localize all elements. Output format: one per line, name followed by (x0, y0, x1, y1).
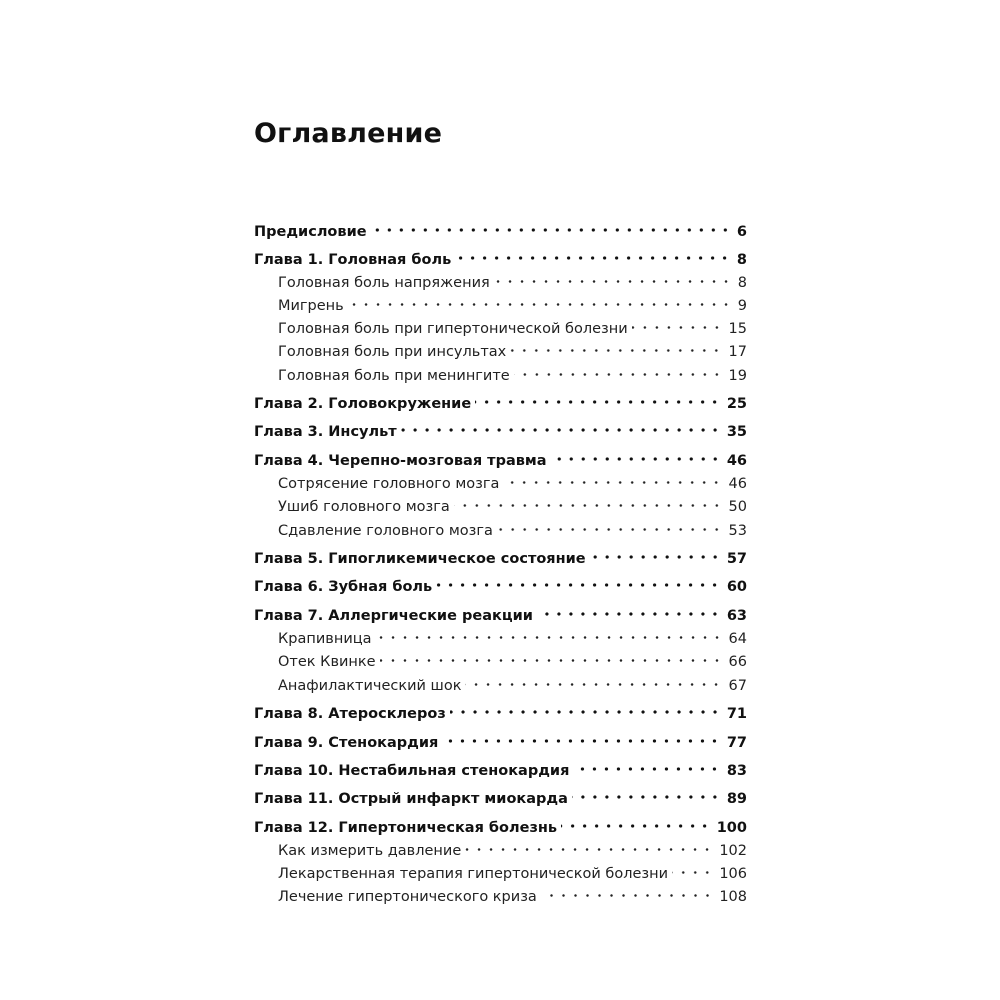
toc-entry-title: Головная боль при инсультах (278, 344, 507, 360)
dot-leader (561, 824, 711, 828)
toc-entry-title: Сдавление головного мозга (278, 523, 493, 539)
dot-leader (497, 528, 723, 531)
toc-section-entry (278, 676, 747, 696)
toc-page-number: 102 (719, 843, 747, 859)
table-of-contents (254, 0, 747, 1000)
toc-entry-title: Глава 8. Атеросклероз (254, 706, 446, 722)
toc-section-entry (278, 474, 747, 494)
toc-section-entry (278, 497, 747, 517)
toc-section-entry (278, 521, 747, 541)
toc-page-number: 60 (726, 579, 747, 595)
toc-page-number: 57 (726, 551, 747, 567)
toc-page-number: 35 (726, 424, 747, 440)
toc-entry-title: Глава 9. Стенокардия (254, 735, 439, 751)
dot-leader (371, 228, 731, 232)
toc-page-number: 83 (726, 763, 747, 779)
toc-section-entry (278, 652, 747, 672)
toc-chapter-entry (254, 818, 747, 838)
toc-entry-title: Крапивница (278, 631, 372, 647)
dot-leader (454, 504, 723, 507)
dot-leader (455, 256, 731, 260)
toc-entry-title: Глава 3. Инсульт (254, 424, 397, 440)
toc-section-entry (278, 366, 747, 386)
dot-leader (590, 555, 721, 559)
toc-page-number: 46 (726, 453, 747, 469)
toc-page-number: 15 (728, 321, 747, 337)
toc-page-number: 89 (726, 791, 747, 807)
toc-page-number: 17 (728, 344, 747, 360)
toc-section-entry (278, 887, 747, 907)
dot-leader (551, 457, 721, 461)
toc-entry-title: Сотрясение головного мозга (278, 476, 500, 492)
toc-section-entry (278, 342, 747, 362)
dot-leader (348, 303, 732, 306)
toc-section-entry (278, 319, 747, 339)
dot-leader (672, 871, 713, 874)
dot-leader (442, 739, 720, 743)
toc-entry-title: Глава 4. Черепно-мозговая травма (254, 453, 547, 469)
toc-chapter-entry (254, 606, 747, 626)
toc-chapter-entry (254, 789, 747, 809)
toc-page-number: 71 (726, 706, 747, 722)
dot-leader (572, 795, 721, 799)
toc-entry-title: Отек Квинке (278, 654, 376, 670)
toc-entry-title: Глава 11. Острый инфаркт миокарда (254, 791, 568, 807)
toc-chapter-entry (254, 451, 747, 471)
toc-page-number: 66 (728, 654, 747, 670)
dot-leader (537, 612, 721, 616)
dot-leader (573, 767, 720, 771)
toc-section-entry (278, 629, 747, 649)
dot-leader (514, 373, 723, 376)
toc-page-number: 46 (728, 476, 747, 492)
toc-chapter-entry (254, 761, 747, 781)
toc-page-number: 6 (736, 224, 747, 240)
toc-page-number: 50 (728, 499, 747, 515)
toc-entry-title: Лечение гипертонического криза (278, 889, 537, 905)
toc-entry-title: Головная боль напряжения (278, 275, 490, 291)
toc-chapter-entry (254, 704, 747, 724)
toc-chapter-entry (254, 422, 747, 442)
toc-page-number: 8 (736, 252, 747, 268)
toc-entry-title: Глава 6. Зубная боль (254, 579, 433, 595)
toc-entry-title: Ушиб головного мозга (278, 499, 450, 515)
toc-section-entry (278, 296, 747, 316)
dot-leader (632, 326, 723, 329)
toc-entry-title: Лекарственная терапия гипертонической болезни (278, 866, 669, 882)
dot-leader (380, 659, 723, 662)
toc-entry-title: Мигрень (278, 298, 344, 314)
toc-entry-title: Глава 1. Головная боль (254, 252, 452, 268)
toc-entry-title: Головная боль при менингите (278, 368, 510, 384)
toc-entry-title: Как измерить давление (278, 843, 462, 859)
dot-leader (475, 400, 721, 404)
toc-chapter-entry (254, 222, 747, 242)
toc-entry-title: Головная боль при гипертонической болезни (278, 321, 628, 337)
toc-entry-title: Глава 2. Головокружение (254, 396, 472, 412)
toc-entry-title: Анафилактический шок (278, 678, 462, 694)
toc-entry-title: Глава 7. Аллергические реакции (254, 608, 533, 624)
toc-page-number: 64 (728, 631, 747, 647)
toc-section-entry (278, 841, 747, 861)
dot-leader (541, 894, 714, 897)
toc-chapter-entry (254, 733, 747, 753)
dot-leader (465, 848, 713, 851)
toc-chapter-entry (254, 250, 747, 270)
dot-leader (465, 683, 722, 686)
toc-page-number: 108 (719, 889, 747, 905)
toc-chapter-entry (254, 577, 747, 597)
toc-page-number: 63 (726, 608, 747, 624)
dot-leader (376, 636, 723, 639)
page-title: Оглавление (254, 118, 443, 149)
toc-page-number: 100 (716, 820, 747, 836)
toc-entry-title: Глава 5. Гипогликемическое состояние (254, 551, 586, 567)
toc-entry-title: Глава 12. Гипертоническая болезнь (254, 820, 558, 836)
toc-entry-title: Глава 10. Нестабильная стенокардия (254, 763, 570, 779)
toc-page-number: 53 (728, 523, 747, 539)
dot-leader (503, 481, 722, 484)
toc-page-number: 8 (737, 275, 747, 291)
toc-page-number: 77 (726, 735, 747, 751)
toc-page-number: 25 (726, 396, 747, 412)
dot-leader (436, 583, 721, 587)
toc-chapter-entry (254, 394, 747, 414)
toc-chapter-entry (254, 549, 747, 569)
toc-page-number: 67 (728, 678, 747, 694)
dot-leader (450, 710, 721, 714)
toc-page-number: 106 (719, 866, 747, 882)
toc-section-entry (278, 273, 747, 293)
dot-leader (510, 349, 722, 352)
dot-leader (494, 280, 732, 283)
dot-leader (401, 428, 721, 432)
toc-entry-title: Предисловие (254, 224, 367, 240)
toc-page-number: 19 (728, 368, 747, 384)
toc-section-entry (278, 864, 747, 884)
toc-page-number: 9 (737, 298, 747, 314)
